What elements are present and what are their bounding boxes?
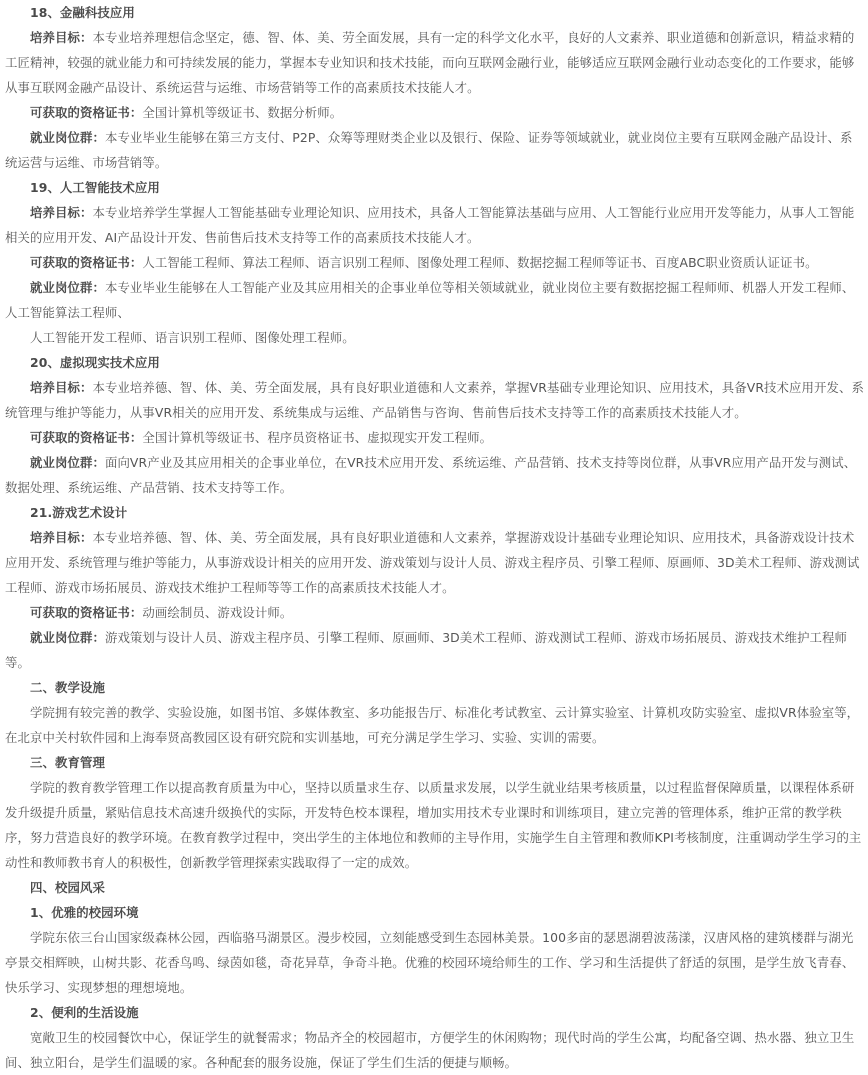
paragraph-job-continued: 人工智能开发工程师、语言识别工程师、图像处理工程师。 <box>30 330 355 345</box>
subsection-title-environment: 1、优雅的校园环境 <box>30 905 139 920</box>
job-text: 本专业毕业生能够在第三方支付、P2P、众筹等理财类企业以及银行、保险、证券等领域就业，就业岗位主要有互联网金融产品设计、系统运营与运维、市场营销等。 <box>5 130 853 170</box>
section-title-vr: 20、虚拟现实技术应用 <box>30 355 160 370</box>
paragraph-cert <box>5 425 865 450</box>
paragraph-goal <box>5 375 865 425</box>
paragraph-job <box>5 275 865 325</box>
cert-label: 可获取的资格证书： <box>30 105 143 120</box>
section-title-teaching-management: 三、教育管理 <box>30 755 105 770</box>
paragraph-cert <box>5 100 865 125</box>
section-title-ai: 19、人工智能技术应用 <box>30 180 160 195</box>
cert-text: 全国计算机等级证书、数据分析师。 <box>142 105 343 120</box>
goal-label: 培养目标： <box>30 530 93 545</box>
cert-text: 全国计算机等级证书、程序员资格证书、虚拟现实开发工程师。 <box>142 430 493 445</box>
section-title-teaching-facilities: 二、教学设施 <box>30 680 105 695</box>
cert-text: 人工智能工程师、算法工程师、语言识别工程师、图像处理工程师、数据挖掘工程师等证书、百度ABC职业资质认证证书。 <box>142 255 818 270</box>
job-label: 就业岗位群： <box>30 630 105 645</box>
goal-text: 本专业培养理想信念坚定，德、智、体、美、劳全面发展，具有一定的科学文化水平，良好的人文素养、职业道德和创新意识，精益求精的工匠精神，较强的就业能力和可持续发展的能力，掌握本专业知识和技术技能，而向互联网金融行业，能够适应互联网金融行业动态变化的工作要求，能够从事互联网金融产品设计、系统运营与运维、市场营销等工作的高素质技术技能人才。 <box>5 30 855 95</box>
goal-text: 本专业培养德、智、体、美、劳全面发展，具有良好职业道德和人文素养，掌握VR基础专业理论知识、应用技术，具备VR技术应用开发、系统管理与维护等能力，从事VR相关的应用开发、系统集成与运维、产品销售与咨询、售前售后技术支持等工作的高素质技术技能人才。 <box>5 380 864 420</box>
goal-text: 本专业培养学生掌握人工智能基础专业理论知识、应用技术，具备人工智能算法基础与应用、人工智能行业应用开发等能力，从事人工智能相关的应用开发、AI产品设计开发、售前售后技术支持等工作的高素质技术技能人才。 <box>5 205 855 245</box>
job-text: 面向VR产业及其应用相关的企事业单位，在VR技术应用开发、系统运维、产品营销、技术支持等岗位群，从事VR应用产品开发与测试、数据处理、系统运维、产品营销、技术支持等工作。 <box>5 455 857 495</box>
section-title-fintech: 18、金融科技应用 <box>30 5 135 20</box>
cert-label: 可获取的资格证书： <box>30 255 143 270</box>
paragraph-environment: 学院东依三台山国家级森林公园，西临骆马湖景区。漫步校园，立刻能感受到生态园林美景。100多亩的瑟恩湖碧波荡漾，汉唐风格的建筑楼群与湖光亭景交相辉映，山树共影、花香鸟鸣、绿茵如毯，奇花异草，争奇斗艳。优雅的校园环境给师生的工作、学习和生活提供了舒适的氛围，是学生放飞青春、快乐学习、实现梦想的理想境地。 <box>5 930 855 995</box>
goal-label: 培养目标： <box>30 30 93 45</box>
goal-label: 培养目标： <box>30 205 93 220</box>
paragraph-job <box>5 450 865 500</box>
paragraph-goal <box>5 525 865 600</box>
subsection-title-living: 2、便利的生活设施 <box>30 1005 139 1020</box>
paragraph-goal <box>5 200 865 250</box>
paragraph-goal <box>5 25 865 100</box>
section-title-game-art: 21.游戏艺术设计 <box>30 505 128 520</box>
cert-label: 可获取的资格证书： <box>30 430 143 445</box>
paragraph-teaching-management: 学院的教育教学管理工作以提高教育质量为中心，坚持以质量求生存、以质量求发展，以学生就业结果考核质量，以过程监督保障质量，以课程体系研发升级提升质量，紧贴信息技术高速升级换代的实际，开发特色校本课程，增加实用技术专业课时和训练项目，建立完善的管理体系，维护正常的教学秩序，努力营造良好的教学环境。在教育教学过程中，突出学生的主体地位和教师的主导作用，实施学生自主管理和教师KPI考核制度，注重调动学生学习的主动性和教师教书育人的积极性，创新教学管理探索实践取得了一定的成效。 <box>5 780 862 870</box>
cert-text: 动画绘制员、游戏设计师。 <box>142 605 293 620</box>
paragraph-living: 宽敞卫生的校园餐饮中心，保证学生的就餐需求；物品齐全的校园超市，方便学生的休闲购物；现代时尚的学生公寓，均配备空调、热水器、独立卫生间、独立阳台，是学生们温暖的家。各种配套的服务设施，保证了学生们生活的便捷与顺畅。 <box>5 1030 855 1070</box>
cert-label: 可获取的资格证书： <box>30 605 143 620</box>
paragraph-cert <box>5 600 865 625</box>
job-label: 就业岗位群： <box>30 130 105 145</box>
paragraph-job <box>5 625 865 675</box>
goal-label: 培养目标： <box>30 380 93 395</box>
job-label: 就业岗位群： <box>30 455 105 470</box>
job-label: 就业岗位群： <box>30 280 105 295</box>
goal-text: 本专业培养德、智、体、美、劳全面发展，具有良好职业道德和人文素养，掌握游戏设计基础专业理论知识、应用技术，具备游戏设计技术应用开发、系统管理与维护等能力，从事游戏设计相关的应用开发、游戏策划与设计人员、游戏主程序员、引擎工程师、原画师、3D美术工程师、游戏测试工程师、游戏市场拓展员、游戏技术维护工程师等等工作的高素质技术技能人才。 <box>5 530 860 595</box>
paragraph-job <box>5 125 865 175</box>
job-text: 游戏策划与设计人员、游戏主程序员、引擎工程师、原画师、3D美术工程师、游戏测试工程师、游戏市场拓展员、游戏技术维护工程师等。 <box>5 630 848 670</box>
section-title-campus: 四、校园风采 <box>30 880 105 895</box>
paragraph-cert <box>5 250 865 275</box>
paragraph-teaching-facilities: 学院拥有较完善的教学、实验设施，如图书馆、多媒体教室、多功能报告厅、标准化考试教室、云计算实验室、计算机攻防实验室、虚拟VR体验室等，在北京中关村软件园和上海奉贤高教园区设有研究院和实训基地，可充分满足学生学习、实验、实训的需要。 <box>5 705 860 745</box>
job-text: 本专业毕业生能够在人工智能产业及其应用相关的企事业单位等相关领域就业，就业岗位主要有数据挖掘工程师师、机器人开发工程师、人工智能算法工程师、 <box>5 280 855 320</box>
